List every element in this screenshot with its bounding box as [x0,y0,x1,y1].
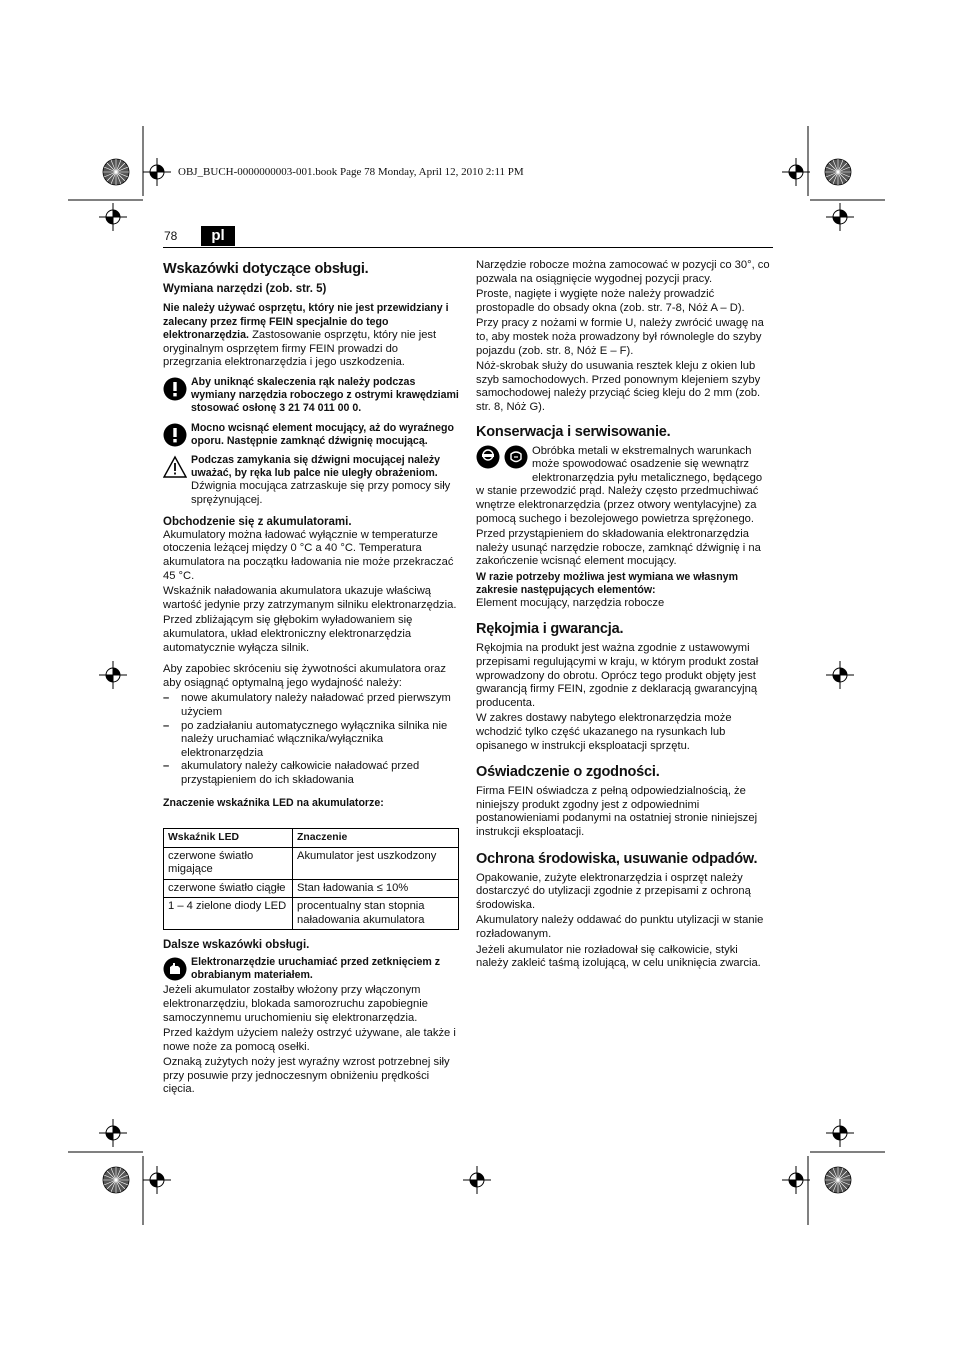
warning-lever [163,454,459,507]
warning-lever-text [191,454,459,507]
paragraph-battery-life: Aby zapobiec skróceniu się żywotności akumulatora oraz aby osiągnąć optymalną jego wydajność należy: [163,663,446,689]
warning-gloves-text: Aby uniknąć skaleczenia rąk należy podczas wymiany narzędzia roboczego z ostrymi krawędziami stosować osłonę 3 21 74 011 00 0. [191,375,459,415]
header-rule [163,247,773,248]
table-row [164,898,459,930]
dust-mask-icon [504,445,528,469]
table-row [164,879,459,897]
led-table-caption: Znaczenie wskaźnika LED na akumulatorze: [163,797,384,810]
replaceable-parts-heading: W razie potrzeby możliwa jest wymiana we własnym zakresie następujących elementów: [476,570,738,596]
book-header-line: OBJ_BUCH-0000000003-001.book Page 78 Monday, April 12, 2010 2:11 PM [178,166,524,178]
paragraph-tool-position: Narzędzie robocze można zamocować w pozycji co 30°, co pozwala na osiągnięcie wygodnej pozycji pracy. [476,259,770,285]
paragraph-tape-contacts: Jeżeli akumulator nie rozładował się całkowicie, styki należy zakleić taśmą izolującą, w celu uniknięcia zwarcia. [476,943,761,970]
paragraph-battery-disposal: Akumulatory należy oddawać do punktu utylizacji w stanie rozładowanym. [476,914,764,940]
list-item: – po zadziałaniu automatycznego wyłącznika silnika nie należy uruchamiać włącznika/wyłącznika elektronarzędzia [163,720,459,761]
paragraph-storage: Przed przystąpieniem do składowania elektronarzędzia należy usunąć narzędzie robocze, zamknąć dźwignię i na zakończenie wcisnąć element mocujący. [476,528,761,568]
paragraph-straight-blades: Proste, nagięte i wygięte noże należy prowadzić prostopadle do obsady okna (zob. str. 7-8, Nóż A – D). [476,288,745,314]
table-cell: Akumulator jest uszkodzony [293,847,459,879]
table-cell: Stan ładowania ≤ 10% [293,879,459,897]
warning-lever-plain: Dźwignia mocująca zatrzaskuje się przy pomocy siły sprężynującej. [191,480,451,506]
eye-protection-icon [476,445,500,469]
table-row [164,847,459,879]
table-header-cell: Znaczenie [293,829,459,847]
caution-triangle-icon [163,455,187,479]
paragraph-accessories-text: Zastosowanie osprzętu, który nie jest oryginalnym osprzętem firmy FEIN prowadzi do przegrzania elektronarzędzia i jego uszkodzenia. [163,329,437,369]
paragraph-scope-of-delivery: W zakres dostawy nabytego elektronarzędzia może wchodzić tylko część ukazanego na rysunkach lub opisanego w instrukcji eksploatacji sprzętu. [476,712,732,752]
table-header-cell: Wskaźnik LED [164,829,293,847]
table-cell: procentualny stan stopnia naładowania akumulatora [293,898,459,930]
left-column [163,260,459,1099]
battery-tips-list [163,692,459,787]
paragraph-warranty: Rękojmia na produkt jest ważna zgodnie z ustawowymi przepisami regulującymi w kraju, w którym produkt został wprowadzony do obrotu. Oprócz tego produkt objęty jest gwarancją firmy FEIN, zgodnie z deklaracją gwarancyjną producenta. [476,642,759,709]
table-cell: czerwone światło migające [164,847,293,879]
section-title-environment: Ochrona środowiska, usuwanie odpadów. [476,850,758,867]
warning-start-tool-text: Elektronarzędzie uruchamiać przed zetknięciem z obrabianym materiałem. [191,955,441,982]
table-header-row [164,829,459,847]
paragraph-worn-blades: Oznaką zużytych noży jest wyraźny wzrost potrzebnej siły przy posuwie przy jednoczesnym obniżeniu prędkości cięcia. [163,1056,450,1096]
right-column [476,259,773,973]
paragraph-metal-dust-a: Obróbka metali w ekstremalnych warunkach może spowodować osadzenie się wewnątrz elektronarzędzia pyłu metalicznego, będącego [532,444,763,484]
paragraph-accessories [163,302,459,370]
language-badge: pl [201,226,235,246]
paragraph-accessories-bold: Nie należy używać osprzętu, który nie jest przewidziany i zalecany przez firmę FEIN specjalnie do tego elektronarzędzia. [163,302,449,342]
paragraph-charging-temp: Akumulatory można ładować wyłącznie w temperaturze otoczenia leżącej między 0 °C a 40 °C. Temperatura akumulatora na początku ładowania nie może przekraczać 45 °C. [163,528,454,582]
paragraph-restart-protection: Jeżeli akumulator zostałby włożony przy włączonym elektronarzędziu, blokada samorozruchu zapobiegnie samoczynnemu uruchomieniu się elektronarzędzia. [163,984,428,1024]
warning-gloves [163,376,459,416]
mandatory-action-icon [163,377,187,401]
led-table [163,828,459,929]
subsection-tool-change: Wymiana narzędzi (zob. str. 5) [163,283,327,295]
list-item: – nowe akumulatory należy naładować przed pierwszym użyciem [163,692,459,719]
paragraph-scraper: Nóż-skrobak służy do usuwania resztek kleju z okien lub szyb samochodowych. Przed ponownym klejeniem szyby samochodowej należy przyciąć ścieg kleju do 2 mm (zob. str. 8, Nóż G). [476,360,761,413]
paragraph-disposal: Opakowanie, zużyte elektronarzędzia i osprzęt należy dostarczyć do utylizacji zgodnie z przepisami z ochroną środowiska. [476,871,751,911]
list-item: – akumulatory należy całkowicie naładować przed przystąpieniem do ich składowania [163,760,459,787]
warning-clamp-text: Mocno wcisnąć element mocujący, aż do wyraźnego oporu. Następnie zamknąć dźwignię mocującą. [191,421,454,447]
section-title-warranty: Rękojmia i gwarancja. [476,621,624,638]
table-cell: czerwone światło ciągłe [164,879,293,897]
warning-clamp [163,422,459,448]
table-cell: 1 – 4 zielone diody LED [164,898,293,930]
page-number: 78 [164,229,178,243]
paragraph-replaceable-parts: Element mocujący, narzędzia robocze [476,596,665,609]
warning-lever-bold: Podczas zamykania się dźwigni mocującej należy uważać, by ręka lub palce nie uległy obrażeniom. [191,453,441,480]
subsection-batteries: Obchodzenie się z akumulatorami. [163,515,352,528]
read-manual-icon [163,957,187,981]
subsection-further-tips: Dalsze wskazówki obsługi. [163,938,310,951]
paragraph-charge-indicator: Wskaźnik naładowania akumulatora ukazuje właściwą wartość jedynie przy zatrzymanym silniku elektronarzędzia. [163,585,457,611]
paragraph-sharpen: Przed każdym użyciem należy ostrzyć używane, ale także i nowe noże za pomocą osełki. [163,1027,456,1053]
section-title-maintenance: Konserwacja i serwisowanie. [476,423,671,440]
paragraph-u-blades: Przy pracy z nożami w formie U, należy zwrócić uwagę na to, aby mostek noża prowadzony był równolegle do szyby pojazdu (zob. str. 8, Nóż E – F). [476,317,764,357]
section-title-usage: Wskazówki dotyczące obsługi. [163,261,369,277]
section-title-conformity: Oświadczenie o zgodności. [476,764,660,781]
paragraph-metal-dust-b: w stanie przewodzić prąd. Należy często przedmuchiwać wnętrze elektronarzędzia (przez otwory wentylacyjne) za pomocą suchego i bezolejowego powietrza sprężonego. [476,485,759,525]
mandatory-action-icon [163,423,187,447]
maintenance-block [476,445,773,486]
paragraph-conformity: Firma FEIN oświadcza z pełną odpowiedzialnością, że niniejszy produkt zgodny jest z odpowiednimi postanowieniami podanymi na ostatniej stronie niniejszej instrukcji eksploatacji. [476,785,758,838]
paragraph-deep-discharge: Przed zbliżającym się głębokim wyładowaniem się akumulatora, układ elektroniczny elektronarzędzia automatycznie wyłącza silnik. [163,614,413,654]
warning-start-tool [163,956,459,982]
